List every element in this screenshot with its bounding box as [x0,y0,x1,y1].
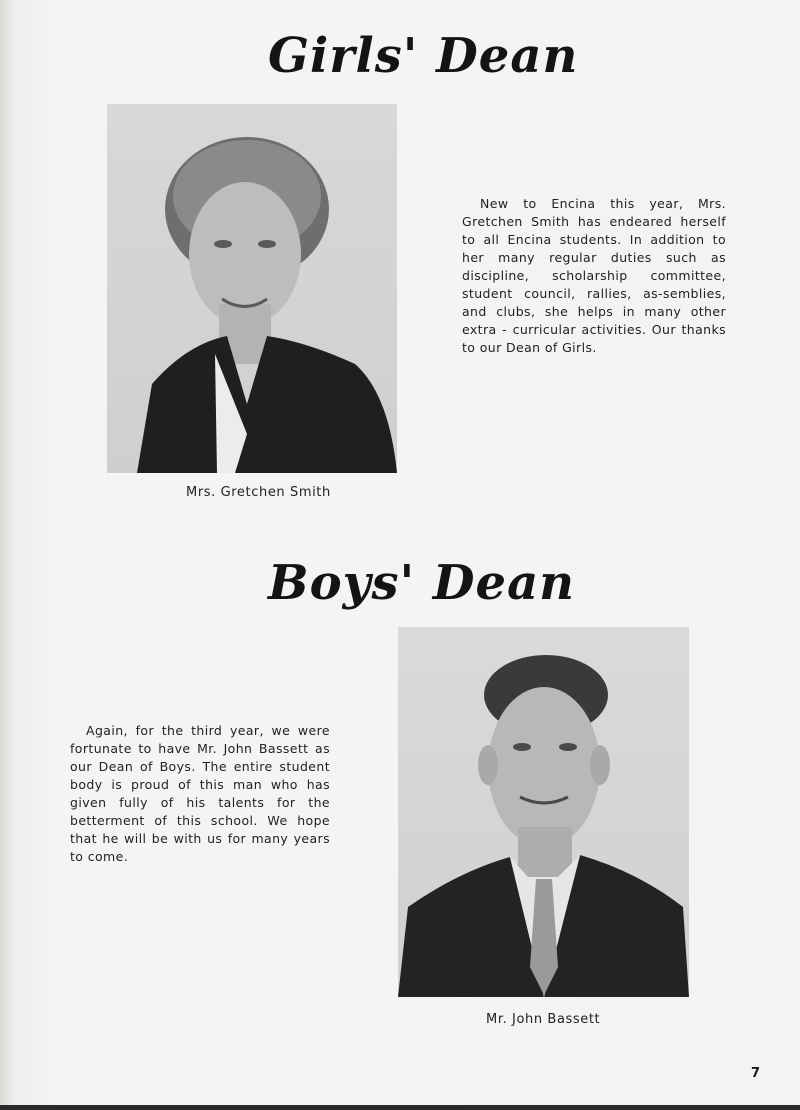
john-bassett-caption: Mr. John Bassett [486,1012,601,1027]
boys-dean-heading: Boys' Dean [268,555,576,611]
page-bottom-edge [0,1105,800,1110]
girls-dean-paragraph: New to Encina this year, Mrs. Gretchen Smith has endeared herself to all Encina students. In addition to her many regular duties such as discipline, scholarship committee, student council, rallies, as-semblies, and clubs, she helps in many other extra - curricular activities. Our thanks to our Dean of Girls. [462,196,726,355]
gretchen-smith-portrait [107,104,397,473]
girls-dean-heading: Girls' Dean [268,28,579,84]
gretchen-smith-caption: Mrs. Gretchen Smith [186,485,331,500]
page-number: 7 [751,1066,761,1081]
boys-dean-paragraph: Again, for the third year, we were fortunate to have Mr. John Bassett as our Dean of Boys. The entire student body is proud of this man who has given fully of his talents for the betterment of this school. We hope that he will be with us for many years to come. [70,723,330,864]
john-bassett-portrait [398,627,689,997]
